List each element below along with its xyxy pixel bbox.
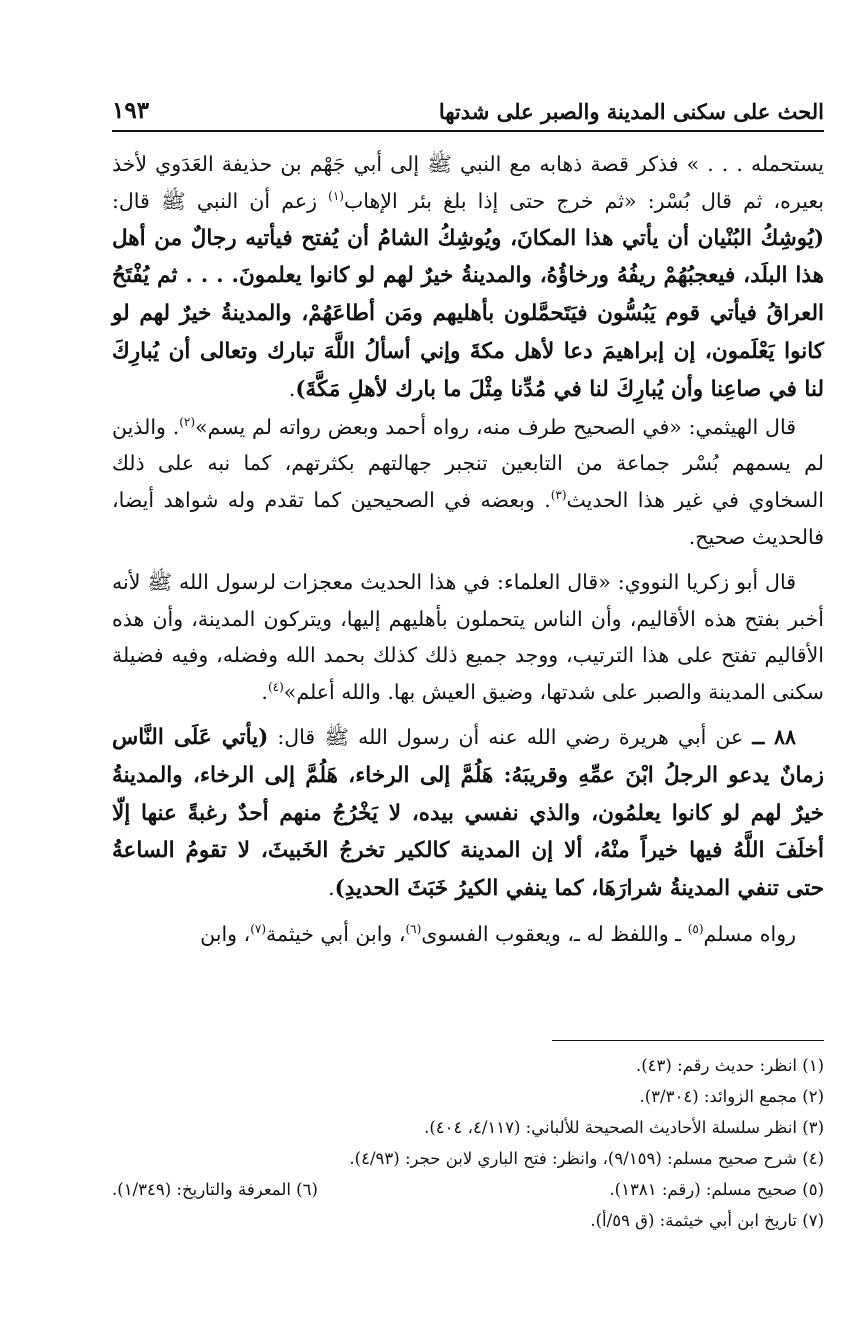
paragraph-2 (112, 409, 824, 556)
footnote-3: (٣) انظر سلسلة الأحاديث الصحيحة للألباني: (٤/١١٧، ٤٠٤). (424, 1118, 824, 1137)
footnote-1: (١) انظر: حديث رقم: (٤٣). (635, 1056, 824, 1075)
page-header (112, 80, 824, 124)
footnote-5: (٥) صحيح مسلم: (رقم: ١٣٨١). (609, 1180, 824, 1199)
footnote-2: (٢) مجمع الزوائد: (٣/٣٠٤). (639, 1087, 824, 1106)
footnote-ref-2[interactable]: (٢) (179, 414, 196, 429)
hadith-number: ٨٨ ــ (752, 724, 796, 749)
paragraph-4-text-b: . (328, 876, 335, 901)
paragraph-1 (112, 146, 824, 409)
paragraph-5-text-b: ـ واللفظ له ـ، ويعقوب الفسوى (421, 921, 688, 946)
footnote-7: (٧) تاريخ ابن أبي خيثمة: (ق ٥٩/أ). (590, 1211, 824, 1230)
hadith-quote-2: (يأتي عَلَى النَّاس زمانٌ يدعو الرجلُ ابْنَ عمِّهِ وقريبَهُ: هَلُمَّ إلى الرخاء، هَلُمَّ إلى الرخاء، والمدينةُ خيرٌ لهم لو كانوا يعلمُون، والذي نفسي بيده، لا يَخْرُجُ منهم أحدٌ رغبةً عنها إلّا أخلَفَ اللَّهُ فيها خيراً منْهُ، ألا إن المدينة كالكير تخرجُ الخَبيثَ، لا تقومُ الساعةُ حتى تنفي المدينةُ شرارَهَا، كما ينفي الكيرُ خَبَثَ الحديدِ) (112, 724, 824, 902)
paragraph-2-text-a: قال الهيثمي: «في الصحيح طرف منه، رواه أحمد وبعض رواته لم يسم» (195, 414, 796, 439)
paragraph-4-text-a: عن أبي هريرة رضي الله عنه أن رسول الله ﷺ قال: (268, 724, 753, 749)
paragraph-2-text-b: . والذين لم يسمهم بُسْر جماعة من التابعين تنجبر جهالتهم بكثرتهم، كما نبه على ذلك السخاوي في غير هذا الحديث (112, 414, 824, 513)
footnote-6: (٦) المعرفة والتاريخ: (١/٣٤٩). (112, 1180, 318, 1199)
footnote-row-5-6 (112, 1174, 824, 1205)
footnote-4: (٤) شرح صحيح مسلم: (٩/١٥٩)، وانظر: فتح الباري لابن حجر: (٤/٩٣). (349, 1149, 824, 1168)
footnote-ref-7[interactable]: (٧) (250, 922, 267, 937)
footnote-ref-3[interactable]: (٣) (550, 488, 567, 503)
paragraph-3-text-b: . (261, 680, 268, 705)
paragraph-1-text-c: . (288, 376, 296, 401)
paragraph-1-text-b: زعم أن النبي ﷺ قال: (112, 188, 329, 213)
paragraph-2-text-c: . وبعضه في الصحيحين كما تقدم وله شواهد أيضا، فالحديث صحيح. (112, 488, 824, 549)
paragraph-5-text-d: ، وابن (200, 921, 251, 946)
footnotes (112, 1050, 824, 1236)
page-number: ١٩٣ (112, 97, 150, 124)
paragraph-1-text-a: يستحمله . . . » فذكر قصة ذهابه مع النبي ﷺ إلى أبي جَهْم بن حذيفة العَدَوي لأخذ بعيره، ثم قال بُسْر: «ثم خرج حتى إذا بلغ بئر الإهاب (112, 152, 824, 213)
paragraph-5 (112, 916, 824, 953)
footnote-ref-4[interactable]: (٤) (267, 680, 284, 695)
header-rule (112, 130, 824, 132)
footnote-ref-1[interactable]: (١) (328, 188, 344, 203)
footnote-ref-5[interactable]: (٥) (687, 922, 704, 937)
paragraph-4 (112, 719, 824, 908)
paragraph-3-text-a: قال أبو زكريا النووي: «قال العلماء: في هذا الحديث معجزات لرسول الله ﷺ لأنه أخبر بفتح هذه الأقاليم، وأن الناس يتحملون بأهليهم إليها، ويتركون المدينة، وأن هذه الأقاليم تفتح على هذا الترتيب، ووجد جميع ذلك كذلك بحمد الله وفضله، وفيه فضيلة سكنى المدينة والصبر على شدتها، وضيق العيش بها. والله أعلم» (112, 569, 824, 705)
paragraph-5-text-a: رواه مسلم (703, 921, 796, 946)
main-text (112, 146, 824, 953)
paragraph-5-text-c: ، وابن أبي خيثمة (266, 921, 406, 946)
running-title: الحث على سكنى المدينة والصبر على شدتها (438, 99, 824, 124)
paragraph-3 (112, 564, 824, 711)
footnote-rule (552, 1040, 824, 1041)
hadith-quote-1: (يُوشِكُ البُنْيان أن يأتي هذا المكانَ، ويُوشِكُ الشامُ أن يُفتح فيأتيه رجالٌ من أهل هذا البلَد، فيعجبُهُمْ ريفُهُ ورخاؤُهُ، والمدينةُ خيرٌ لهم لو كانوا يعلمونَ. . . . ثم يُفْتَحُ العراقُ فيأتي قوم يَبُسُّون فيَتَحمَّلون بأهليهم ومَن أطاعَهُمْ، والمدينةُ خيرٌ لهم لو كانوا يَعْلَمون، إن إبراهيمَ دعا لأهل مكةَ وإني أسألُ اللَّهَ تبارك وتعالى أن يُبارِكَ لنا في صاعِنا وأن يُبارِكَ لنا في مُدِّنا مِثْلَ ما بارك لأهلِ مَكَّةَ) (112, 225, 824, 402)
footnote-ref-6[interactable]: (٦) (405, 922, 422, 937)
